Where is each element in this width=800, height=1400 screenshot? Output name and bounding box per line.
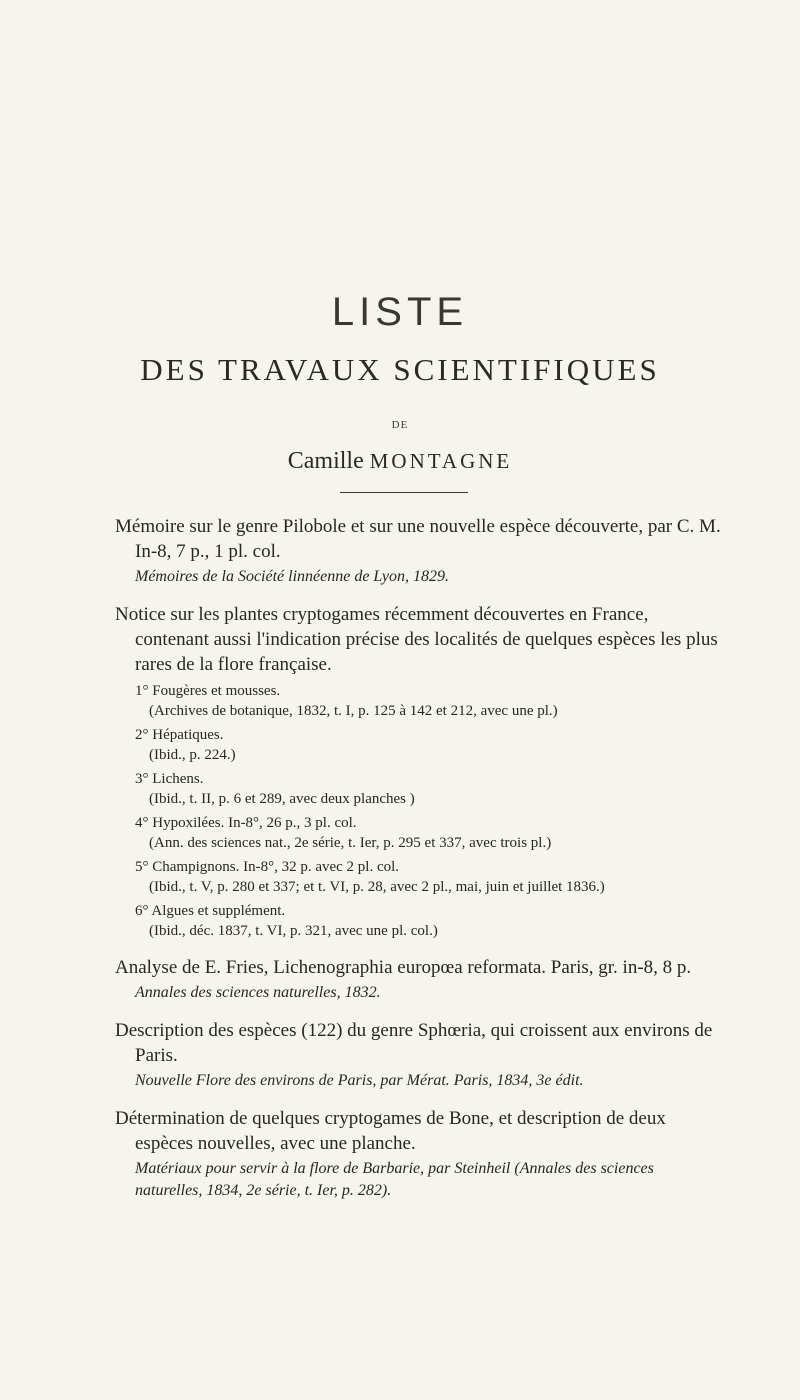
sub-item [135,769,725,809]
sub-item-title: 5° Champignons. In-8°, 32 p. avec 2 pl. col. [135,859,400,875]
sub-item [135,681,725,721]
entry-sphaeria [115,1018,725,1092]
sub-item-title: 3° Lichens. [135,771,204,787]
sub-item-title: 1° Fougères et mousses. [135,683,281,699]
entry-analyse-fries [115,955,725,1004]
sub-item [135,725,725,765]
sub-item-reference: (Ibid., t. II, p. 6 et 289, avec deux planches ) [149,791,415,807]
sub-item-reference: (Ibid., t. V, p. 280 et 337; et t. VI, p. 28, avec 2 pl., mai, juin et juillet 1836.) [149,879,605,895]
sub-item [135,857,725,897]
sub-item [135,813,725,853]
entry-source: Mémoires de la Société linnéenne de Lyon, 1829. [135,568,449,585]
sub-item-reference: (Ann. des sciences nat., 2e série, t. Ier, p. 295 et 337, avec trois pl.) [149,835,552,851]
entry-title: Détermination de quelques cryptogames de Bone, et description de deux espèces nouvelles, avec une planche. [115,1108,666,1154]
title-travaux-scientifiques: DES TRAVAUX SCIENTIFIQUES [140,352,660,387]
sub-item-title: 4° Hypoxilées. In-8°, 26 p., 3 pl. col. [135,815,357,831]
sub-item-title: 2° Hépatiques. [135,727,224,743]
entry-pilobole [115,514,725,588]
entry-notice-cryptogames [115,602,725,941]
title-rule [340,492,468,493]
entry-source: Annales des sciences naturelles, 1832. [135,984,381,1001]
title-de: DE [391,419,409,431]
sub-item-title: 6° Algues et supplément. [135,903,286,919]
sub-item-reference: (Ibid., p. 224.) [149,747,236,763]
entry-title: Analyse de E. Fries, Lichenographia europœa reformata. Paris, gr. in-8, 8 p. [115,957,692,978]
works-list [115,514,725,1208]
sub-item-reference: (Ibid., déc. 1837, t. VI, p. 321, avec une pl. col.) [149,923,438,939]
entry-title: Mémoire sur le genre Pilobole et sur une nouvelle espèce découverte, par C. M. In-8, 7 p., 1 pl. col. [115,516,721,562]
sub-item-reference: (Archives de botanique, 1832, t. I, p. 125 à 142 et 212, avec une pl.) [149,703,558,719]
entry-bone [115,1106,725,1202]
entry-source: Matériaux pour servir à la flore de Barbarie, par Steinheil (Annales des sciences naturelles, 1834, 2e série, t. Ier, p. 282). [135,1160,654,1199]
entry-title: Description des espèces (122) du genre Sphœria, qui croissent aux environs de Paris. [115,1020,713,1066]
author-name [0,448,800,475]
author-first-name: Camille [287,448,364,474]
author-last-name: MONTAGNE [369,449,513,473]
sub-item [135,901,725,941]
entry-title: Notice sur les plantes cryptogames récemment découvertes en France, contenant aussi l'indication précise des localités de quelques espèces les plus rares de la flore française. [115,604,718,675]
entry-source: Nouvelle Flore des environs de Paris, par Mérat. Paris, 1834, 3e édit. [135,1072,584,1089]
title-liste: LISTE [331,290,469,334]
